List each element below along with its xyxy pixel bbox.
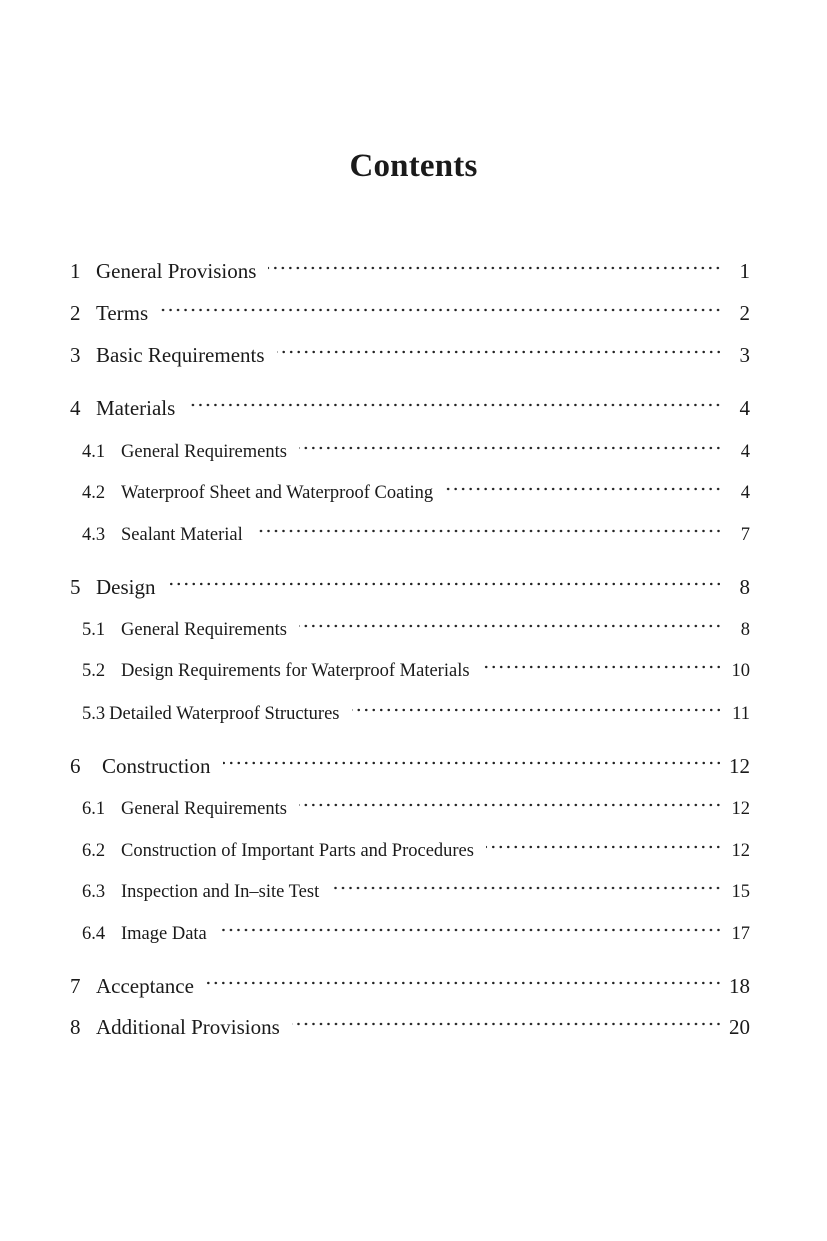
dot-leader [331,877,722,896]
toc-entry-title: Sealant Material [121,524,243,545]
toc-entry-page: 12 [731,840,750,861]
toc-entry-number: 4.2 [82,482,106,503]
toc-entry-title: Basic Requirements [96,343,265,367]
toc-entry[interactable] [82,657,750,682]
toc-entry-number: 5 [70,575,81,599]
dot-leader [486,836,722,855]
toc-entry-title: Acceptance [96,974,194,998]
toc-entry-number: 8 [70,1015,81,1039]
toc-entry-page: 18 [729,974,750,998]
dot-leader [299,794,722,813]
toc-entry[interactable] [70,299,750,326]
toc-entry-number: 5.2 [82,660,106,681]
toc-entry-title: Image Data [121,923,207,944]
toc-entry-title: General Requirements [121,441,287,462]
toc-entry[interactable] [70,257,750,284]
toc-entry[interactable] [82,837,750,862]
toc-entry-number: 3 [70,343,81,367]
toc-entry-title: General Provisions [96,259,257,283]
toc-entry-page: 1 [739,259,750,283]
toc-entry-page: 7 [740,524,750,545]
toc-entry-title: General Requirements [121,798,287,819]
toc-entry[interactable] [70,341,750,368]
toc-entry[interactable] [82,920,750,945]
toc-entry-page: 17 [731,923,750,944]
toc-entry-number: 7 [70,974,81,998]
toc-entry-page: 11 [732,703,750,724]
dot-leader [206,971,722,992]
toc-entry-page: 4 [740,441,750,462]
toc-entry[interactable] [82,795,750,820]
toc-entry-number: 6 [70,754,81,778]
toc-entry[interactable] [82,521,750,546]
toc-entry-number: 6.3 [82,881,106,902]
toc-entry-title: Inspection and In–site Test [121,881,320,902]
dot-leader [277,340,722,361]
toc-entry-title: Construction of Important Parts and Procedures [121,840,474,861]
toc-entry-title: Additional Provisions [96,1015,280,1039]
toc-entry-title: Detailed Waterproof Structures [109,703,340,724]
toc-entry-number: 6.2 [82,840,106,861]
toc-entry-title: Materials [96,396,176,420]
dot-leader [219,919,722,938]
toc-entry-page: 2 [739,301,750,325]
dot-leader [292,1012,722,1033]
toc-entry-number: 1 [70,259,81,283]
toc-entry-page: 8 [739,575,750,599]
toc-entry-page: 15 [731,881,750,902]
toc-entry-number: 4 [70,396,81,420]
toc-entry-number: 5.1 [82,619,106,640]
dot-leader [160,298,722,319]
dot-leader [299,437,722,456]
toc-entry-title: General Requirements [121,619,287,640]
toc-entry-number: 4.3 [82,524,106,545]
toc-entry-page: 4 [740,482,750,503]
toc-entry-page: 20 [729,1015,750,1039]
toc-entry-page: 12 [729,754,750,778]
toc-entry-title: Waterproof Sheet and Waterproof Coating [121,482,434,503]
toc-entry-page: 12 [731,798,750,819]
toc-entry-title: Design [96,575,156,599]
dot-leader [187,393,722,414]
dot-leader [268,256,722,277]
toc-entry[interactable] [70,752,750,779]
toc-entry-number: 5.3 [82,703,106,724]
toc-entry-title: Construction [102,754,211,778]
dot-leader [352,699,723,718]
toc-entry[interactable] [82,479,750,504]
dot-leader [223,751,723,772]
toc-entry-page: 10 [731,660,750,681]
toc-entry-page: 3 [739,343,750,367]
dot-leader [445,478,722,497]
toc-entry-page: 4 [739,396,750,420]
toc-entry[interactable] [70,1013,750,1040]
dot-leader [168,572,723,593]
toc-entry[interactable] [82,700,750,725]
dot-leader [482,656,722,675]
toc-entry[interactable] [82,438,750,463]
dot-leader [299,615,722,634]
toc-entry-number: 6.1 [82,798,106,819]
toc-entry-page: 8 [740,619,750,640]
toc-entry-title: Design Requirements for Waterproof Materials [121,660,470,681]
toc-entry-number: 4.1 [82,441,106,462]
toc-entry[interactable] [70,394,750,421]
toc-entry-title: Terms [96,301,149,325]
toc-entry[interactable] [82,616,750,641]
dot-leader [255,520,722,539]
toc-entry[interactable] [82,878,750,903]
toc-entry-number: 6.4 [82,923,106,944]
toc-entry-number: 2 [70,301,81,325]
toc-entry[interactable] [70,972,750,999]
page-title: Contents [349,148,478,184]
toc-entry[interactable] [70,573,750,600]
